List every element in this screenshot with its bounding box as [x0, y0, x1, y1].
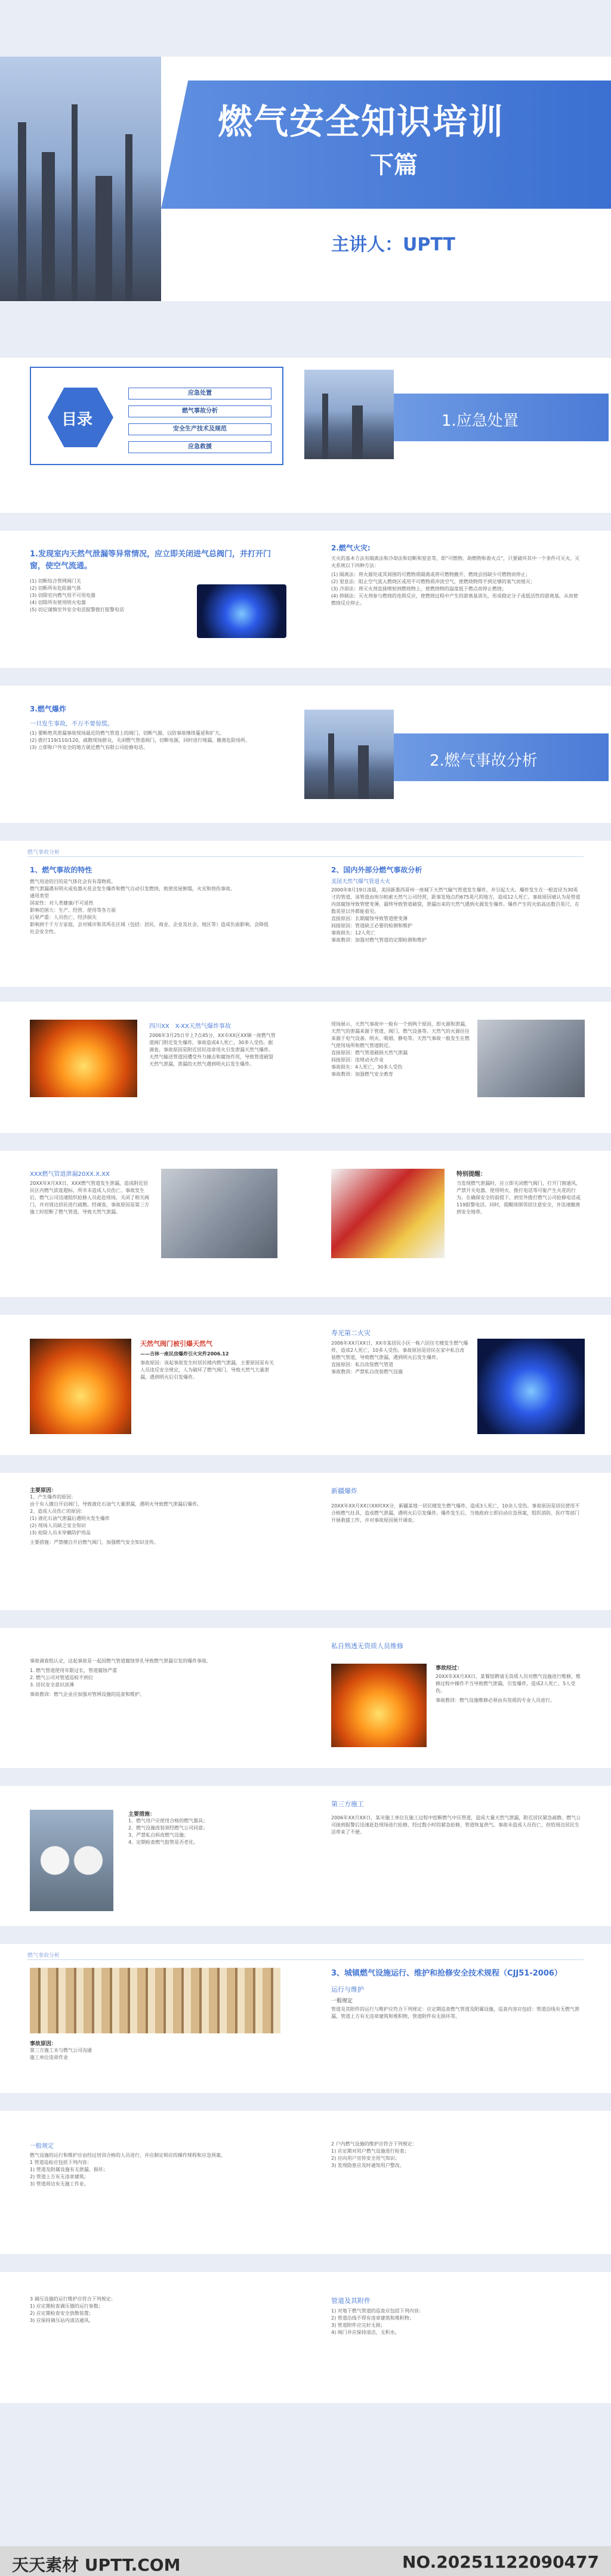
general-item-1: 1 管道巡检应包括下列内容： [30, 2160, 92, 2165]
leak-case-body: 20XX年X月XX日，XXX燃气管道发生泄漏，造成附近居民区内燃气浓度超标，所幸未造成人员伤亡。事故发生后，燃气公司迅速组织抢修人员赶赴现场，关闭了相关阀门，并对周边居民进行疏散。经调查，事故原因是第三方施工时挖断了燃气管道，导致天然气泄漏。 [30, 1181, 149, 1215]
cause-item-1: 第三方施工未与燃气公司沟通 [30, 2048, 92, 2053]
measure-item-4: 4、定期检查燃气胶管是否老化。 [128, 1840, 199, 1845]
leak-item-2: (2) 切断所有危险源气体 [30, 586, 81, 591]
pipes-image [30, 1968, 280, 2033]
regulator-item-3: 2) 应定期检查安全放散装置； [30, 2311, 94, 2316]
regulator-item-2: 1) 应定期检查调压器的运行参数； [30, 2303, 103, 2309]
corrosion-tail: 事故教训：燃气企业应加强对管网设施的巡查和维护。 [30, 1692, 144, 1697]
remind-title: 特别提醒： [456, 1171, 486, 1178]
pipe-item-2: 2) 管道沿线不得有违章建筑和堆积物； [331, 2315, 414, 2321]
industrial-plant-image [0, 57, 161, 301]
explosion-sub: 一旦发生事故，不万不要惊慌。 [30, 721, 113, 727]
brand-footer [0, 2546, 611, 2576]
jilin-body: 事故原因：该起事故发生时居民楼内燃气泄漏，主要原因是有关人员违反安全规定，人为破坏了燃气阀门，导致天然气大量泄漏，遇到明火后引发爆炸。 [140, 1360, 274, 1380]
third-body: 2006年XX月XX日，某市施工单位在施工过程中挖断燃气中压管道，造成大量天然气泄漏，附近居民紧急疏散。燃气公司接到报警后迅速赶赴现场进行抢修，经过数小时的紧急抢修，管道恢复供气。事故未造成人员伤亡，但给周边居民生活带来了不便。 [331, 1815, 581, 1835]
toc-item-4[interactable]: 应急救援 [128, 441, 271, 453]
cause-item-2: 施工单位违章作业 [30, 2055, 68, 2060]
toc-item-3[interactable]: 安全生产技术及规范 [128, 423, 271, 435]
leak-item-1: (1) 切断综合管网阀门关 [30, 578, 81, 584]
measure-title: 主要措施： [128, 1812, 156, 1818]
traits-line-5: 影响范围大：生产、经营、使用等各方面 [30, 908, 116, 913]
sichuan-title: 四川XX X-XX天然气爆炸事故 [149, 1023, 231, 1030]
fire-body: 天火的基本方法有隔离法和冷却法和切断和窒息等，即“可燃物、助燃物和着火点”，只要破坏其中一个条件可灭火。灭火系统以下四种方法： [331, 556, 580, 568]
toc-slide [0, 358, 611, 513]
sichuan-analysis: 现场展示，天然气事故中一般有一个到两个原因，即火源和泄漏，天然气的泄漏来源于管道、阀门、燃气设备等。天然气的火源往往来源于电气设备、明火、吸烟、静电等。天然气事故一般发生在燃气使用场所和燃气管道附近。 [331, 1021, 470, 1048]
cases-title: 2、国内外部分燃气事故分析 [331, 866, 422, 874]
traits-title: 1、燃气事故的特性 [30, 866, 92, 874]
cases-direct: 直接原因：长期腐蚀导致管道壁变薄 [331, 916, 408, 921]
reason-measure: 主要措施：严禁擅自开启燃气阀门，加强燃气安全知识宣传。 [30, 1540, 159, 1545]
repair-body: 20XX年XX月XX日，某餐馆聘请无资质人员对燃气设施进行维修，维修过程中操作不当导致燃气泄漏，引发爆炸，造成2人死亡，5人受伤。 [436, 1674, 581, 1693]
reg-head: 一般规定 [331, 1998, 353, 2004]
regulation-slide [0, 1944, 611, 2093]
cover-subtitle: 下篇 [370, 151, 418, 179]
third-party-slide [0, 1786, 611, 1926]
emergency-slide [0, 531, 611, 668]
pipe-item-1: 1) 对地下燃气管道的巡查应包括下列内容： [331, 2308, 424, 2314]
regulator-item-1: 3 调压设施的运行维护应符合下列规定： [30, 2296, 116, 2302]
repair-sub: 事故经过： [436, 1665, 463, 1671]
gas-cylinder-image [30, 1810, 113, 1911]
rescue-image [331, 1169, 445, 1258]
general-item-3: 2) 管道上方有无违章建筑； [30, 2174, 89, 2179]
indoor-item-1: 2 户内燃气设施的维护应符合下列规定： [331, 2141, 417, 2147]
reason-item-4: (1) 液化石油气泄漏后遇明火发生爆炸 [30, 1516, 110, 1521]
leak-item-5: (5) 切记谨慎室外安全电话报警拨打报警电话 [30, 607, 124, 612]
general-body: 燃气设施的运行和维护应由经过培训合格的人员进行，并应制定相应的操作规程和应急预案。 [30, 2153, 226, 2158]
divider2-text: 2.燃气事故分析 [430, 752, 538, 770]
cases-sub: 美国天然气爆气管道大火 [331, 879, 391, 885]
explosion-fire-image [30, 1020, 137, 1097]
traits-line-3: 通用类型 [30, 893, 49, 899]
shouguang-body: 2006年XX月XX日，XX市某居民小区一栋六层住宅楼发生燃气爆炸，造成2人死亡，10多人受伤。事故原因是居民在家中私自改装燃气管道，导致燃气泄漏，遇到明火后发生爆炸。 [331, 1340, 468, 1360]
general-item-2: 1) 管道及附属设施有无泄漏、损坏； [30, 2167, 108, 2172]
fire-item-1: (1) 隔离法：将火源处或其周围的可燃物质隔离或将可燃物撤开，燃烧会因缺少可燃物而停止； [331, 572, 530, 577]
fire-item-2: (2) 窒息法：阻止空气流入燃烧区或用不可燃物质冲淡空气，使燃烧物得不到足够的氧气而熄灭； [331, 579, 535, 584]
reg-title: 3、城镇燃气设施运行、维护和抢修安全技术规程（CJJ51-2006） [331, 1969, 562, 1978]
section-label: 燃气事故分析 [27, 850, 60, 856]
sichuan-indirect: 间接原因：违规动火作业 [331, 1057, 384, 1063]
fire-title: 2.燃气火灾: [331, 544, 371, 552]
corrosion-item-3: 3. 居民安全意识淡薄 [30, 1682, 75, 1688]
shouguang-title: 寿光第二火灾 [331, 1329, 371, 1337]
xinjiang-title: 新疆爆炸 [331, 1487, 357, 1495]
traits-line-6: 后果严重：人员伤亡、经济损失 [30, 915, 97, 920]
cover-title: 燃气安全知识培训 [218, 101, 505, 142]
indoor-item-3: 2) 应向用户宣传安全用气知识； [331, 2156, 400, 2161]
pipeline-fire-image [477, 1020, 585, 1097]
jilin-case-slide [0, 1315, 611, 1455]
unlicensed-repair-slide [0, 1628, 611, 1768]
pipeline-leak-slide [0, 1151, 611, 1297]
explosion-item-3: (3) 立即和户外安全的地方就近燃气有限公司抢修电话。 [30, 745, 148, 750]
sichuan-case-slide [0, 1002, 611, 1133]
shouguang-lesson: 事故教训：严禁私自改装燃气设施 [331, 1369, 403, 1374]
pipe-item-4: 4) 阀门井应保持清洁，无积水。 [331, 2330, 400, 2335]
leak-case-title: XXX燃气管道泄漏20XX.X.XX [30, 1171, 110, 1178]
explosion-item-2: (2) 拨打119/110/120，疏散现场群众，关闭燃气管道阀门，切断电源，同时进行堵漏，撤离危险场所。 [30, 738, 251, 743]
section-label-2: 燃气事故分析 [27, 1953, 60, 1959]
pipeline-rules-slide [0, 2272, 611, 2403]
reason-item-3: 2、造成人员伤亡的原因： [30, 1509, 86, 1514]
indoor-item-2: 1) 应定期对用户燃气设施进行检查； [331, 2148, 409, 2154]
general-rules-slide [0, 2111, 611, 2254]
fire-item-4: (4) 抑制法：灭火剂参与燃烧的连锁反应，使燃烧过程中产生的游离基消失，形成稳定分子或低活性的游离基，从而使燃烧反应停止。 [331, 593, 578, 606]
toc-label: 目录 [61, 411, 93, 429]
traits-line-1: 燃气用途的目的是气体化会有有毒物质。 [30, 879, 116, 884]
corrosion-item-2: 2. 燃气公司对管道巡检不到位 [30, 1675, 94, 1680]
repair-title: 私自熟透无资质人员维修 [331, 1642, 403, 1650]
shouguang-direct: 直接原因：私自改装燃气管道 [331, 1362, 393, 1367]
explosion-title: 3.燃气爆炸 [30, 705, 66, 713]
gas-flame-image [197, 584, 286, 638]
reason-item-2: 由于有人擅自开启阀门，导致液化石油气大量泄漏，遇明火导致燃气泄漏后爆炸。 [30, 1501, 202, 1507]
leak-item-4: (4) 切除所有使用明火电器 [30, 600, 86, 605]
cover-slide [0, 57, 611, 301]
house-fire-image [30, 1339, 131, 1434]
gas-burner-image [477, 1339, 585, 1434]
reg-body: 管道及其附件的运行与维护应符合下列规定：应定期巡查燃气管道及附属设施，巡查内容应包括：管道沿线有无燃气泄漏，管道上方有无违章建筑和堆积物，管道附件有无损坏等。 [331, 2006, 579, 2019]
cases-lesson: 事故教训：加强对燃气管道的定期检测和维护 [331, 937, 427, 943]
sichuan-body: 2006年3月25日早上7点45分，XX市XX区XX镇一座燃气管道阀门附近发生爆炸，事故造成4人死亡，30多人受伤。据调查，事故原因是附近居民违章用火引发泄漏天然气爆炸。天然气输送管道因遭受外力撞击和腐蚀作用，导致管道破裂天然气泄漏，泄漏的天然气遇到明火后发生爆炸。 [149, 1033, 276, 1067]
brand-left: 天天素材 UPTT.COM [12, 2555, 181, 2575]
measure-item-2: 2、燃气设施改装须经燃气公司同意； [128, 1825, 208, 1831]
cases-indirect: 间接原因：管道缺乏必要的检测和维护 [331, 923, 412, 928]
explosion-item-1: (1) 要断绝其泄漏事故现场最近的燃气管道上的阀门，切断气源，以防事故继续蔓延和扩大。 [30, 730, 224, 736]
toc-item-2[interactable]: 燃气事故分析 [128, 405, 271, 417]
xinjiang-body: 20XX年XX月XX日XX时XX分，新疆某地一居民楼发生燃气爆炸，造成3人死亡，10余人受伤。事故原因是居民使用不合格燃气灶具，造成燃气泄漏，遇明火后引发爆炸。爆炸发生后，当地政府立即启动应急预案，组织消防、医疗等部门开展救援工作，并对事故原因展开调查。 [331, 1503, 580, 1523]
traits-line-2: 燃气泄漏遇有明火或电器火花会发生爆炸和燃气自动引发燃烧，致使房屋倒塌，火灾和烧伤事故。 [30, 886, 235, 891]
leak-title: 1.发现室内天然气泄漏等异常情况，应立即关闭进气总阀门，并打开门窗，使空气流通。 [30, 550, 271, 571]
sichuan-direct: 直接原因：燃气管道破损天然气泄漏 [331, 1050, 408, 1055]
third-title: 第三方施工 [331, 1800, 364, 1808]
measure-item-1: 1、燃气用户应使用合格的燃气器具； [128, 1818, 208, 1823]
cover-presenter: 主讲人：UPTT [331, 234, 455, 255]
regulator-item-4: 3) 应保持调压站内清洁通风。 [30, 2318, 94, 2323]
measure-item-3: 3、严禁私自拆改燃气设施； [128, 1832, 189, 1838]
reg-sub: 运行与维护 [331, 1985, 364, 1993]
repair-lesson: 事故教训：燃气设施维修必须由有资质的专业人员进行。 [436, 1698, 555, 1703]
jilin-sub: ——吉林一座民房爆炸引火灾件2006.12 [140, 1351, 229, 1357]
cause-title: 事故原因： [30, 2041, 57, 2047]
general-head: 一般规定 [30, 2143, 54, 2150]
divider1-plant-image [304, 370, 394, 459]
sichuan-lesson: 事故教训：加强燃气安全教育 [331, 1072, 393, 1077]
reason-item-6: (3) 抢险人员未穿戴防护用品 [30, 1530, 91, 1535]
remind-body: 当发现燃气泄漏时，应立即关闭燃气阀门，打开门窗通风，严禁开关电器、使用明火、拨打电话等可能产生火花的行为。在确保安全的前提下，到室外拨打燃气公司抢修电话或119报警电话。同时，提醒周围邻居注意安全，并迅速撤离到安全地带。 [456, 1181, 581, 1215]
explosion-slide [0, 686, 611, 823]
corrosion-item-1: 1. 燃气管道使用年限过长，管道腐蚀严重 [30, 1668, 118, 1673]
reason-item-5: (2) 现场人员缺乏安全知识 [30, 1523, 86, 1528]
divider2-plant-image [304, 710, 394, 799]
cases-body: 2000年8月19日凌晨，美国新墨西哥州一座城下天然气输气管道发生爆炸，并引起大火。爆炸发生在一根直径为30英寸的管道，该管道由埃尔帕索天然气公司经营，距事发地点约675英尺的地方，造成12人死亡。事故原因被认为是管道内部腐蚀导致管壁变薄，最终导致管道破裂，泄漏出来的天然气遇到火源发生爆炸。爆炸产生的火焰高达数百英尺，在数英里以外都能看见。 [331, 887, 581, 914]
general-item-4: 3) 管道周边有无施工作业。 [30, 2181, 89, 2187]
reason-item-1: 1、产生爆炸的原因： [30, 1494, 76, 1500]
leak-site-image [161, 1169, 277, 1258]
traits-line-4: 国家性：对人类健康/不可延性 [30, 900, 94, 906]
cases-loss: 事故损失：12人死亡 [331, 930, 376, 936]
divider1-text: 1.应急处置 [442, 412, 519, 430]
xinjiang-slide [0, 1473, 611, 1610]
accident-traits-slide [0, 841, 611, 987]
jilin-title: 天然气阀门被引爆天然气 [140, 1340, 212, 1348]
brand-right: NO.20251122090477 [402, 2552, 599, 2572]
sichuan-loss: 事故损失：4人死亡，30多人受伤 [331, 1064, 403, 1070]
leak-item-3: (3) 切除室内燃气用不可用电器 [30, 593, 95, 598]
repair-fire-image [331, 1664, 427, 1747]
pipe-title: 管道及其附件 [331, 2297, 371, 2305]
toc-item-1[interactable]: 应急处置 [128, 388, 271, 400]
reason-title: 主要原因： [30, 1488, 57, 1494]
indoor-item-4: 3) 发现隐患应及时通知用户整改。 [331, 2163, 405, 2168]
corrosion-body: 事故调查组认定，这起事故是一起因燃气管道腐蚀穿孔导致燃气泄漏引发的爆炸事故。 [30, 1658, 211, 1664]
pipe-item-3: 3) 管道附件应完好无损； [331, 2323, 385, 2328]
fire-item-3: (3) 冷却法：将灭火剂直接喷射到燃烧物上，使燃烧物的温度低于燃点而停止燃烧； [331, 586, 507, 592]
traits-line-7: 影响到千千万万家庭，会对城市和其所在区域（包括：居民、商业、企业及社会、地区等）造成负面影响，会降低社会安全性。 [30, 922, 269, 934]
